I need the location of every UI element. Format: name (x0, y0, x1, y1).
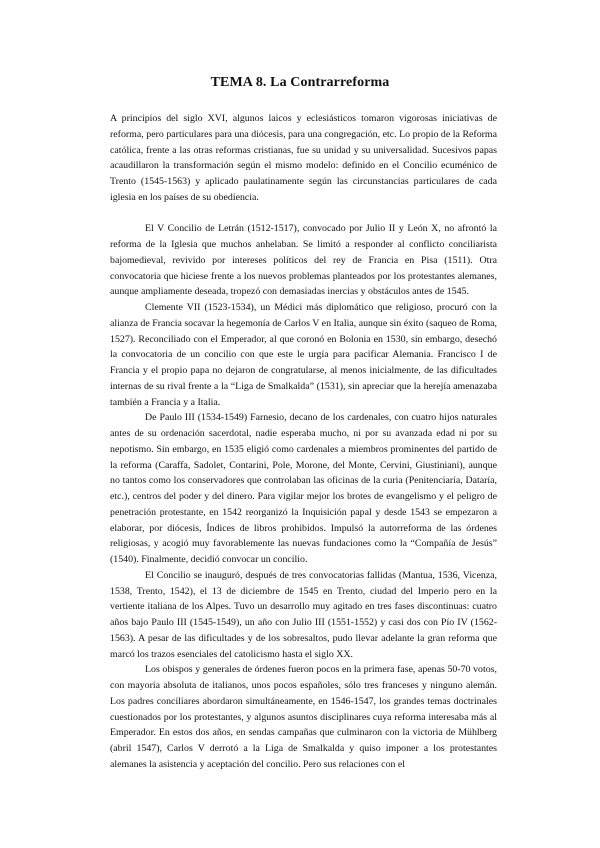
page-title: TEMA 8. La Contrarreforma (210, 75, 390, 90)
paragraph-obispos: Los obispos y generales de órdenes fueron pocos en la primera fase, apenas 50-70 votos, con mayoría absoluta de italianos, unos pocos españoles, sólo tres franceses y ninguno alemán. Los padres conciliares abordaron simultáneamente, en 1546-1547, los grandes temas doctrinales cuestionados por los protestantes, y algunos asuntos disciplinares cuya reforma interesaba más al Emperador. En estos dos años, en sendas campañas que culminaron con la victoria de Mühlberg (abril 1547), Carlos V derrotó a la Liga de Smalkalda y quiso imponer a los protestantes alemanes la asistencia y aceptación del concilio. Pero sus relaciones con el (110, 664, 497, 770)
paragraph-clemente: Clemente VII (1523-1534), un Médici más diplomático que religioso, procuró con la alianza de Francia socavar la hegemonía de Carlos V en Italia, aunque sin éxito (saqueo de Roma, 1527). Reconciliado con el Emperador, al que coronó en Bolonia en 1530, sin embargo, desechó la convocatoria de un concilio con que este le urgía para pacificar Alemania. Francisco I de Francia y el propio papa no dejaron de congratularse, al menos inicialmente, de las dificultades internas de su rival frente a la “Liga de Smalkalda” (1531), sin apreciar que la herejía amenazaba también a Francia y a Italia. (110, 302, 497, 408)
document-body (110, 111, 497, 773)
paragraph-intro: A principios del siglo XVI, algunos laicos y eclesiásticos tomaron vigorosas iniciativas de reforma, pero particulares para una diócesis, para una congregación, etc. Lo propio de la Reforma católica, frente a las otras reformas cristianas, fue su unidad y su universalidad. Sucesivos papas acaudillaron la transformación según el mismo modelo: definido en el Concilio ecuménico de Trento (1545-1563) y aplicado paulatinamente según las circunstancias particulares de cada iglesia en los países de su obediencia. (110, 113, 497, 203)
paragraph-concilio: El Concilio se inauguró, después de tres convocatorias fallidas (Mantua, 1536, Vicenza, 1538, Trento, 1542), el 13 de diciembre de 1545 en Trento, ciudad del Imperio pero en la vertiente italiana de los Alpes. Tuvo un desarrollo muy agitado en tres fases discontinuas: cuatro años bajo Paulo III (1545-1549), un año con Julio III (1551-1552) y casi dos con Pío IV (1562-1563). A pesar de las dificultades y de los sobresaltos, pudo llevar adelante la gran reforma que marcó los trazos esenciales del catolicismo hasta el siglo XX. (110, 569, 497, 660)
paragraph-paulo: De Paulo III (1534-1549) Farnesio, decano de los cardenales, con cuatro hijos naturales antes de su ordenación sacerdotal, nadie esperaba mucho, ni por su avanzada edad ni por su nepotismo. Sin embargo, en 1535 eligió como cardenales a miembros prominentes del partido de la reforma (Caraffa, Sadolet, Contarini, Pole, Morone, del Monte, Cervini, Giustiniani), aunque no tantos como los conservadores que controlaban las oficinas de la curia (Penitenciaría, Dataría, etc.), centros del poder y del dinero. Para vigilar mejor los brotes de evangelismo y el peligro de penetración protestante, en 1542 reorganizó la Inquisición papal y desde 1543 se empezaron a elaborar, por diócesis, Índices de libros prohibidos. Impulsó la autorreforma de las órdenes religiosas, y acogió muy favorablemente las nuevas fundaciones como la “Compañía de Jesús” (1540). Finalmente, decidió convocar un concilio. (110, 412, 497, 565)
paragraph-letran: El V Concilio de Letrán (1512-1517), convocado por Julio II y León X, no afrontó la reforma de la Iglesia que muchos anhelaban. Se limitó a responder al conflicto conciliarista bajomedieval, revivido por intereses políticos del rey de Francia en Pisa (1511). Otra convocatoria que hiciese frente a los nuevos problemas planteados por los protestantes alemanes, aunque ampliamente deseada, tropezó con demasiadas inercias y obstáculos antes de 1545. (110, 223, 497, 298)
